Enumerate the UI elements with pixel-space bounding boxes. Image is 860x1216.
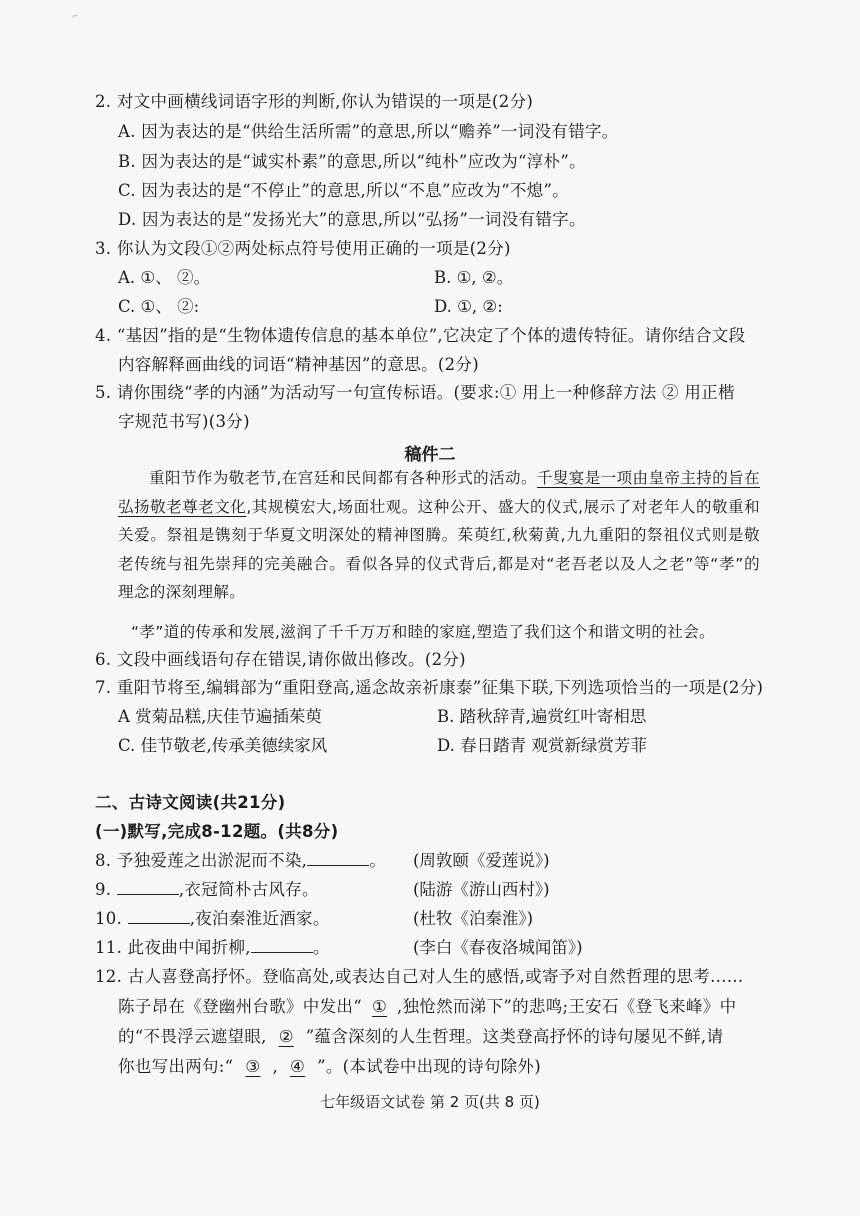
q3-option-d: D. ①, ②: xyxy=(434,297,503,316)
draft2-p1-text-a: 重阳节作为敬老节,在宫廷和民间都有各种形式的活动。 xyxy=(149,469,537,487)
q10-source: (杜牧《泊秦淮》) xyxy=(413,909,534,928)
section2-sub-range: 8-12 xyxy=(201,822,244,841)
q4-line2: 内容解释画曲线的词语“精神基因”的意思。(2分) xyxy=(118,355,479,374)
q2-stem: 2. 对文中画横线词语字形的判断,你认为错误的一项是(2分) xyxy=(95,92,534,111)
q10-number: 10. xyxy=(95,909,128,928)
q11-text: 11. 此夜曲中闻折柳, xyxy=(95,938,251,957)
q8-end: 。 xyxy=(369,851,387,870)
draft2-p1-text-b: ,其规模宏大,场面壮观。这种公开、盛大的仪式,展示了对老年人的敬重和关爱。祭祖是镌刻于华夏文明深处的精神图腾。茱萸红,秋菊黄,九九重阳的祭祖仪式则是敬老传统与祖先崇拜的完美融合。看似各异的仪式背后,都是对“老吾老以及人之老”等“孝”的理念的深刻理解。 xyxy=(118,497,760,602)
q12-line2-text-b: ,独怆然而涕下”的悲鸣;王安石《登飞来峰》中 xyxy=(397,997,737,1016)
q12-line3-text-a: 的“不畏浮云遮望眼, xyxy=(118,1027,267,1046)
page-footer: 七年级语文试卷 第 2 页(共 8 页) xyxy=(320,1093,540,1111)
q2-option-a: A. 因为表达的是“供给生活所需”的意思,所以“赡养”一词没有错字。 xyxy=(118,122,619,141)
q7-stem: 7. 重阳节将至,编辑部为“重阳登高,遥念故亲祈康泰”征集下联,下列选项恰当的一项是(2分) xyxy=(95,678,764,697)
scan-mark: ⌐ xyxy=(72,12,79,21)
q12-separator: , xyxy=(272,1057,279,1076)
q12-line1: 12. 古人喜登高抒怀。登临高处,或表达自己对人生的感悟,或寄予对自然哲理的思考…… xyxy=(95,967,744,986)
q8-answer-blank[interactable] xyxy=(307,849,369,866)
q9-number: 9. xyxy=(95,880,117,899)
q7-option-d: D. 春日踏青 观赏新绿赏芳菲 xyxy=(437,736,647,755)
q3-option-a: A. ①、 ②。 xyxy=(118,268,210,287)
q12-line4-text-a: 你也写出两句:“ xyxy=(118,1057,234,1076)
q6-stem: 6. 文段中画线语句存在错误,请你做出修改。(2分) xyxy=(95,650,466,669)
q10-text: ,夜泊秦淮近酒家。 xyxy=(189,909,330,928)
q9-source: (陆游《游山西村》) xyxy=(413,880,550,899)
q9-text: ,衣冠简朴古风存。 xyxy=(178,880,319,899)
q9-line xyxy=(95,878,319,902)
draft2-paragraph-1 xyxy=(118,464,760,607)
q12-blank-4[interactable]: ④ xyxy=(290,1057,306,1076)
q12-line4-text-b: ”。(本试卷中出现的诗句除外) xyxy=(317,1057,541,1076)
q2-option-b: B. 因为表达的是“诚实朴素”的意思,所以“纯朴”应改为“淳朴”。 xyxy=(118,152,586,171)
q11-answer-blank[interactable] xyxy=(251,936,313,953)
q8-text: 8. 予独爱莲之出淤泥而不染, xyxy=(95,851,308,870)
draft2-underlined-sentence: 千叟宴是一项由皇帝主持的旨在弘扬敬老尊老文化 xyxy=(118,469,760,516)
q7-option-a: A 赏菊品糕,庆佳节遍插茱萸 xyxy=(118,707,322,726)
q12-line3 xyxy=(118,1025,723,1049)
q4-line1: 4. “基因”指的是“生物体遗传信息的基本单位”,它决定了个体的遗传特征。请你结合文段 xyxy=(95,326,746,345)
q3-option-b: B. ①, ②。 xyxy=(434,268,514,287)
draft2-paragraph-2: “孝”道的传承和发展,滋润了千千万万和睦的家庭,塑造了我们这个和谐文明的社会。 xyxy=(131,623,716,641)
q12-line2 xyxy=(118,995,736,1019)
q2-option-c: C. 因为表达的是“不停止”的意思,所以“不息”应改为“不熄”。 xyxy=(118,181,569,200)
section2-sub-c: 题。(共8分) xyxy=(243,822,339,841)
q12-blank-2[interactable]: ② xyxy=(278,1027,294,1046)
q12-blank-3[interactable]: ③ xyxy=(245,1057,261,1076)
draft2-title: 稿件二 xyxy=(404,445,456,465)
q11-line xyxy=(95,936,330,960)
q11-end: 。 xyxy=(312,938,330,957)
section2-sub-a: (一)默写,完成 xyxy=(95,822,202,841)
q3-stem: 3. 你认为文段①②两处标点符号使用正确的一项是(2分) xyxy=(95,239,511,258)
q12-line3-text-b: ”蕴含深刻的人生哲理。这类登高抒怀的诗句屡见不鲜,请 xyxy=(305,1027,724,1046)
q7-option-b: B. 踏秋辞青,遍赏红叶寄相思 xyxy=(437,707,647,726)
q2-option-d: D. 因为表达的是“发扬光大”的意思,所以“弘扬”一词没有错字。 xyxy=(118,210,586,229)
q9-answer-blank[interactable] xyxy=(117,878,179,895)
q11-source: (李白《春夜洛城闻笛》) xyxy=(413,938,583,957)
q3-option-c: C. ①、 ②: xyxy=(118,297,200,316)
q5-line2: 字规范书写)(3分) xyxy=(118,412,250,431)
q8-source: (周敦颐《爱莲说》) xyxy=(413,851,550,870)
q5-line1: 5. 请你围绕“孝的内涵”为活动写一句宣传标语。(要求:① 用上一种修辞方法 ② 用正楷 xyxy=(95,383,735,402)
q12-blank-1[interactable]: ① xyxy=(371,997,388,1016)
q7-option-c: C. 佳节敬老,传承美德续家风 xyxy=(118,736,328,755)
q8-line xyxy=(95,849,386,873)
q12-line4 xyxy=(118,1055,541,1079)
q12-line2-text-a: 陈子昂在《登幽州台歌》中发出“ xyxy=(118,997,362,1016)
q10-line xyxy=(95,907,330,931)
section2-title: 二、古诗文阅读(共21分) xyxy=(95,793,286,812)
section2-subtitle xyxy=(95,820,338,844)
q10-answer-blank[interactable] xyxy=(128,907,190,924)
